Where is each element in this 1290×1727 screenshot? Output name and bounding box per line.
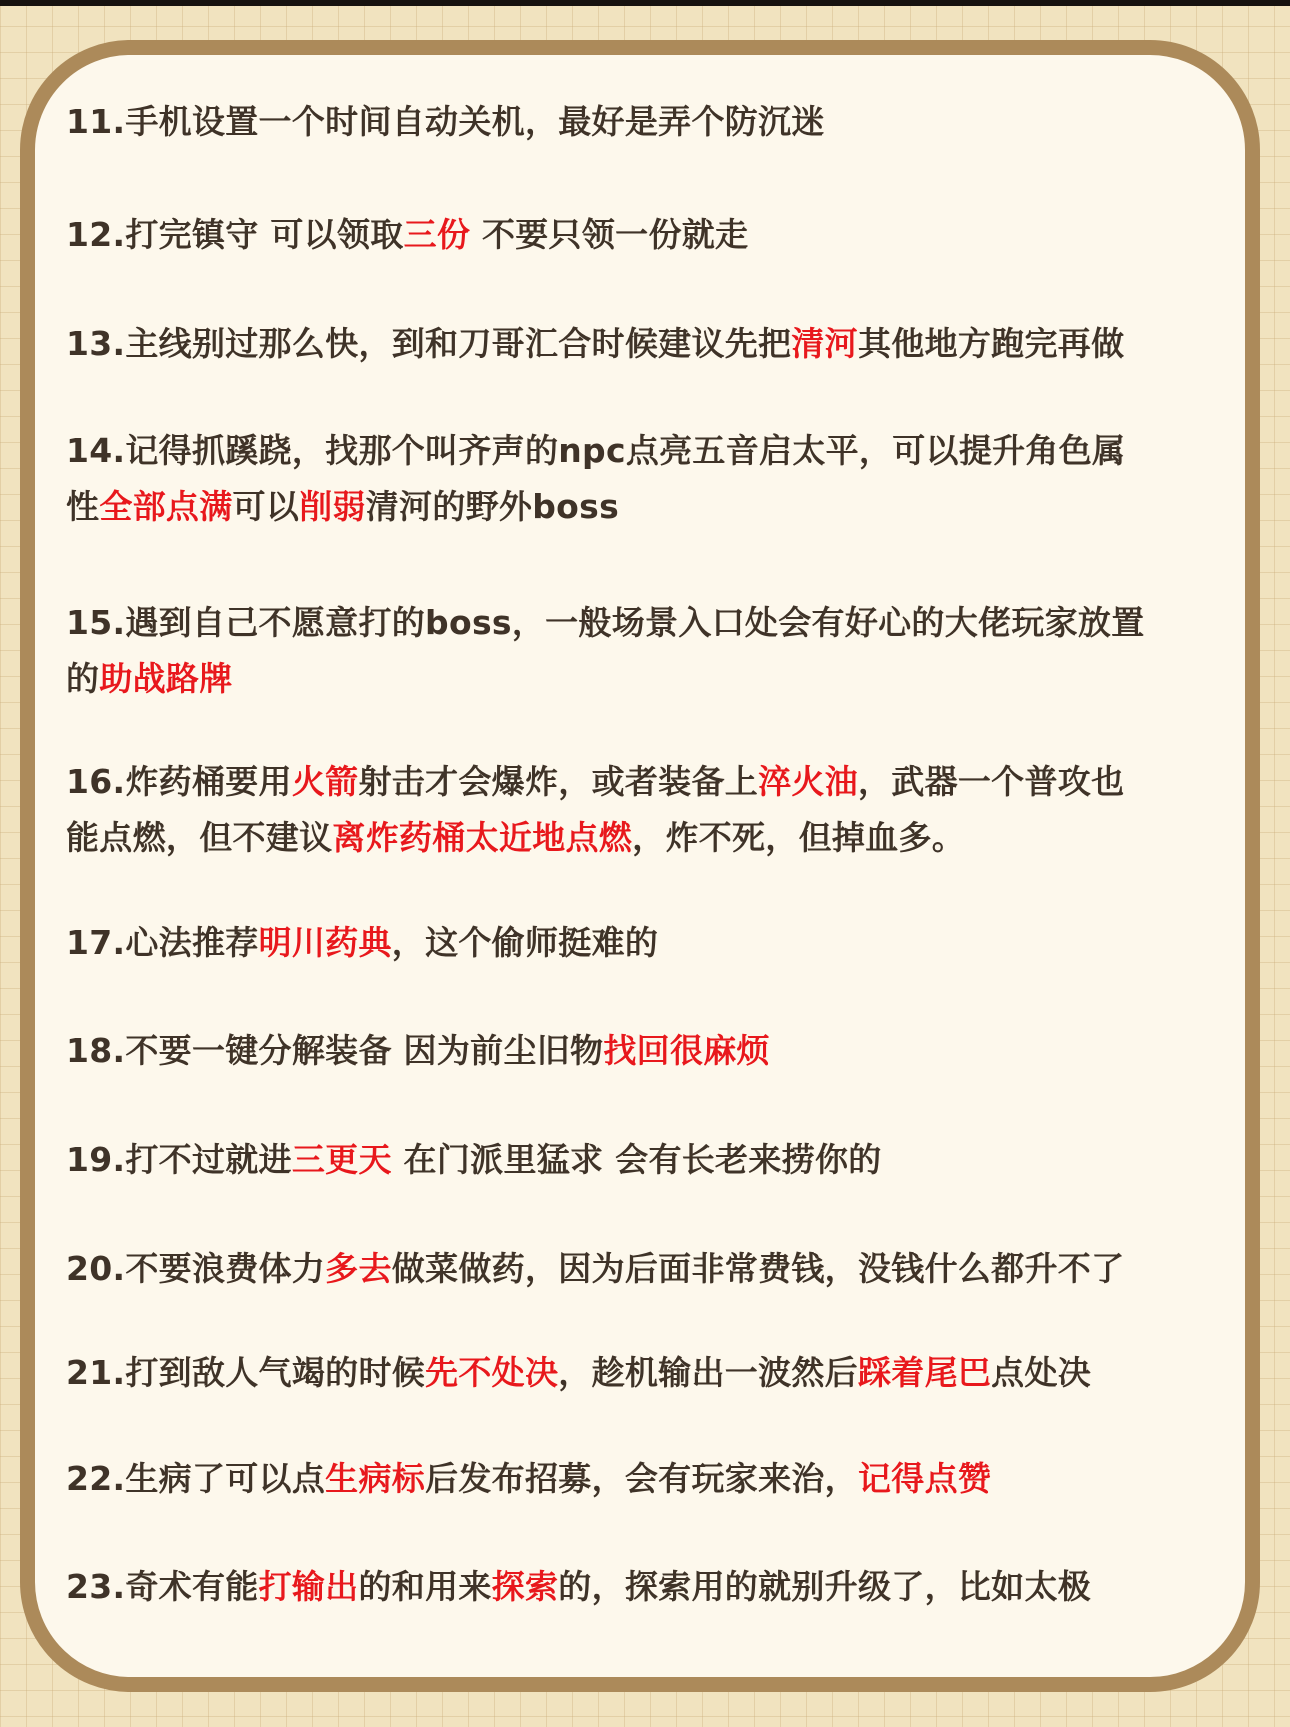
tip-text: 22.生病了可以点 [66, 1459, 326, 1498]
tip-14 [66, 423, 1231, 535]
tip-17 [66, 915, 1231, 971]
tip-line [66, 754, 1231, 810]
tips-card [20, 40, 1260, 1692]
tip-20 [66, 1241, 1231, 1297]
tip-line [66, 423, 1231, 479]
tip-text: 15.遇到自己不愿意打的boss，一般场景入口处会有好心的大佬玩家放置 [66, 603, 1145, 642]
tip-text: 清河的野外boss [365, 487, 620, 526]
tip-text: 13.主线别过那么快，到和刀哥汇合时候建议先把 [66, 324, 792, 363]
tip-16 [66, 754, 1231, 866]
tip-text: 后发布招募，会有玩家来治， [425, 1459, 858, 1498]
highlight-text: 打输出 [258, 1567, 359, 1606]
tip-line [66, 1345, 1231, 1401]
highlight-text: 记得点赞 [857, 1459, 992, 1498]
tip-text: 的和用来 [358, 1567, 492, 1606]
tip-text: 性 [66, 487, 100, 526]
tip-text: ，趁机输出一波然后 [558, 1353, 858, 1392]
tip-text: 20.不要浪费体力 [66, 1249, 326, 1288]
tip-21 [66, 1345, 1231, 1401]
tip-line [66, 207, 1231, 263]
tip-text: 18.不要一键分解装备 因为前尘旧物 [66, 1031, 604, 1070]
tip-22 [66, 1451, 1231, 1507]
highlight-text: 生病标 [325, 1459, 426, 1498]
tip-line [66, 651, 1231, 707]
tip-line [66, 1023, 1231, 1079]
highlight-text: 削弱 [299, 487, 366, 526]
tip-text: 能点燃，但不建议 [66, 818, 333, 857]
highlight-text: 三份 [403, 215, 471, 254]
tip-text: 23.奇术有能 [66, 1567, 259, 1606]
tip-text: 不要只领一份就走 [470, 215, 749, 254]
highlight-text: 三更天 [291, 1140, 392, 1179]
highlight-text: 火箭 [291, 762, 359, 801]
tip-text: 的，探索用的就别升级了，比如太极 [558, 1567, 1092, 1606]
tip-line [66, 316, 1231, 372]
tip-text: 14.记得抓蹊跷，找那个叫齐声的npc点亮五音启太平，可以提升角色属 [66, 431, 1126, 470]
tip-line [66, 479, 1231, 535]
tip-text: 12.打完镇守 可以领取 [66, 215, 404, 254]
tip-text: 11.手机设置一个时间自动关机，最好是弄个防沉迷 [66, 102, 825, 141]
tip-text: 17.心法推荐 [66, 923, 259, 962]
tip-text: 做菜做药，因为后面非常费钱，没钱什么都升不了 [391, 1249, 1125, 1288]
tip-line [66, 595, 1231, 651]
highlight-text: 助战路牌 [99, 659, 233, 698]
highlight-text: 踩着尾巴 [857, 1353, 992, 1392]
highlight-text: 淬火油 [758, 762, 858, 801]
top-strip [0, 0, 1290, 6]
tip-19 [66, 1132, 1231, 1188]
tip-line [66, 1559, 1231, 1615]
tip-13 [66, 316, 1231, 372]
tip-text: ，这个偷师挺难的 [391, 923, 659, 962]
highlight-text: 先不处决 [425, 1353, 559, 1392]
tip-text: 16.炸药桶要用 [66, 762, 292, 801]
tip-text: 21.打到敌人气竭的时候 [66, 1353, 426, 1392]
tip-line [66, 1241, 1231, 1297]
tip-text: 在门派里猛求 会有长老来捞你的 [391, 1140, 882, 1179]
tip-11 [66, 94, 1231, 150]
tip-12 [66, 207, 1231, 263]
tip-line [66, 1451, 1231, 1507]
tip-23 [66, 1559, 1231, 1615]
tip-text: ，武器一个普攻也 [857, 762, 1125, 801]
tip-15 [66, 595, 1231, 707]
highlight-text: 多去 [325, 1249, 392, 1288]
tip-text: ，炸不死，但掉血多。 [632, 818, 966, 857]
tip-text: 的 [66, 659, 100, 698]
tip-text: 点处决 [991, 1353, 1092, 1392]
tip-text: 其他地方跑完再做 [857, 324, 1125, 363]
tip-18 [66, 1023, 1231, 1079]
highlight-text: 明川药典 [258, 923, 392, 962]
highlight-text: 探索 [491, 1567, 559, 1606]
highlight-text: 全部点满 [99, 487, 233, 526]
highlight-text: 清河 [791, 324, 858, 363]
tip-line [66, 1132, 1231, 1188]
highlight-text: 找回很麻烦 [603, 1031, 770, 1070]
highlight-text: 离炸药桶太近地点燃 [332, 818, 633, 857]
tip-text: 可以 [232, 487, 300, 526]
tip-line [66, 915, 1231, 971]
tip-line [66, 94, 1231, 150]
tip-text: 射击才会爆炸，或者装备上 [358, 762, 759, 801]
tip-text: 19.打不过就进 [66, 1140, 292, 1179]
tip-line [66, 810, 1231, 866]
